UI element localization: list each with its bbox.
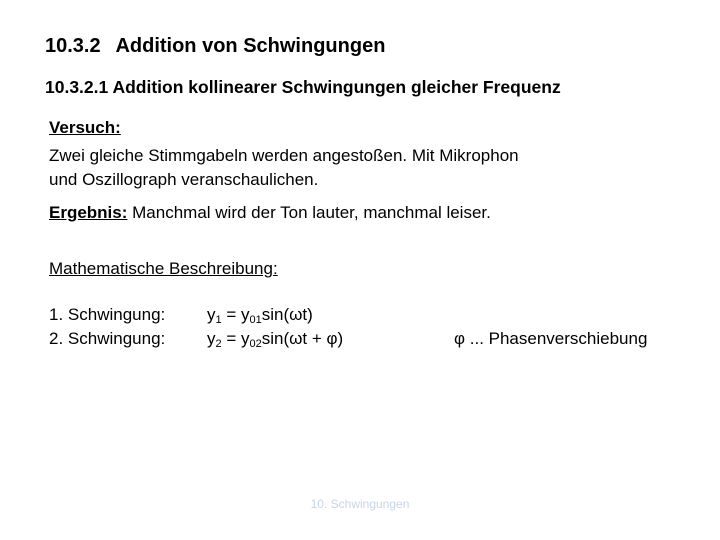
eq1-mid: = y	[221, 305, 250, 324]
phase-shift-note: φ ... Phasenverschiebung	[454, 329, 648, 348]
ergebnis-label: Ergebnis:	[49, 203, 128, 222]
eq2-lhs-subscript: 2	[215, 338, 222, 350]
oscillation-2-label: 2. Schwingung:	[49, 329, 166, 348]
eq1-lhs-subscript: 1	[215, 314, 222, 326]
section-number: 10.3.2	[45, 35, 101, 57]
equation-2	[207, 329, 343, 349]
eq1-lhs: y	[207, 305, 216, 324]
versuch-text-line-2: und Oszillograph veranschaulichen.	[49, 170, 319, 189]
subsection-heading: 10.3.2.1 Addition kollinearer Schwingungen gleicher Frequenz	[45, 77, 561, 97]
eq2-mid: = y	[221, 329, 250, 348]
section-title: Addition von Schwingungen	[115, 35, 386, 57]
section-heading	[45, 35, 385, 58]
equation-1	[207, 305, 313, 325]
eq2-rhs: sin(ωt + φ)	[261, 329, 344, 348]
eq2-lhs: y	[207, 329, 216, 348]
slide-footer: 10. Schwingungen	[310, 497, 410, 511]
eq1-rhs: sin(ωt)	[261, 305, 313, 324]
versuch-text-line-1: Zwei gleiche Stimmgabeln werden angestoßen. Mit Mikrophon	[49, 146, 519, 165]
eq1-amplitude-subscript: 01	[249, 314, 262, 326]
versuch-label: Versuch:	[49, 118, 121, 137]
ergebnis-text: Manchmal wird der Ton lauter, manchmal leiser.	[127, 203, 491, 222]
oscillation-1-label: 1. Schwingung:	[49, 305, 166, 324]
ergebnis-paragraph	[49, 203, 491, 223]
math-description-label: Mathematische Beschreibung:	[49, 259, 278, 278]
eq2-amplitude-subscript: 02	[249, 338, 262, 350]
